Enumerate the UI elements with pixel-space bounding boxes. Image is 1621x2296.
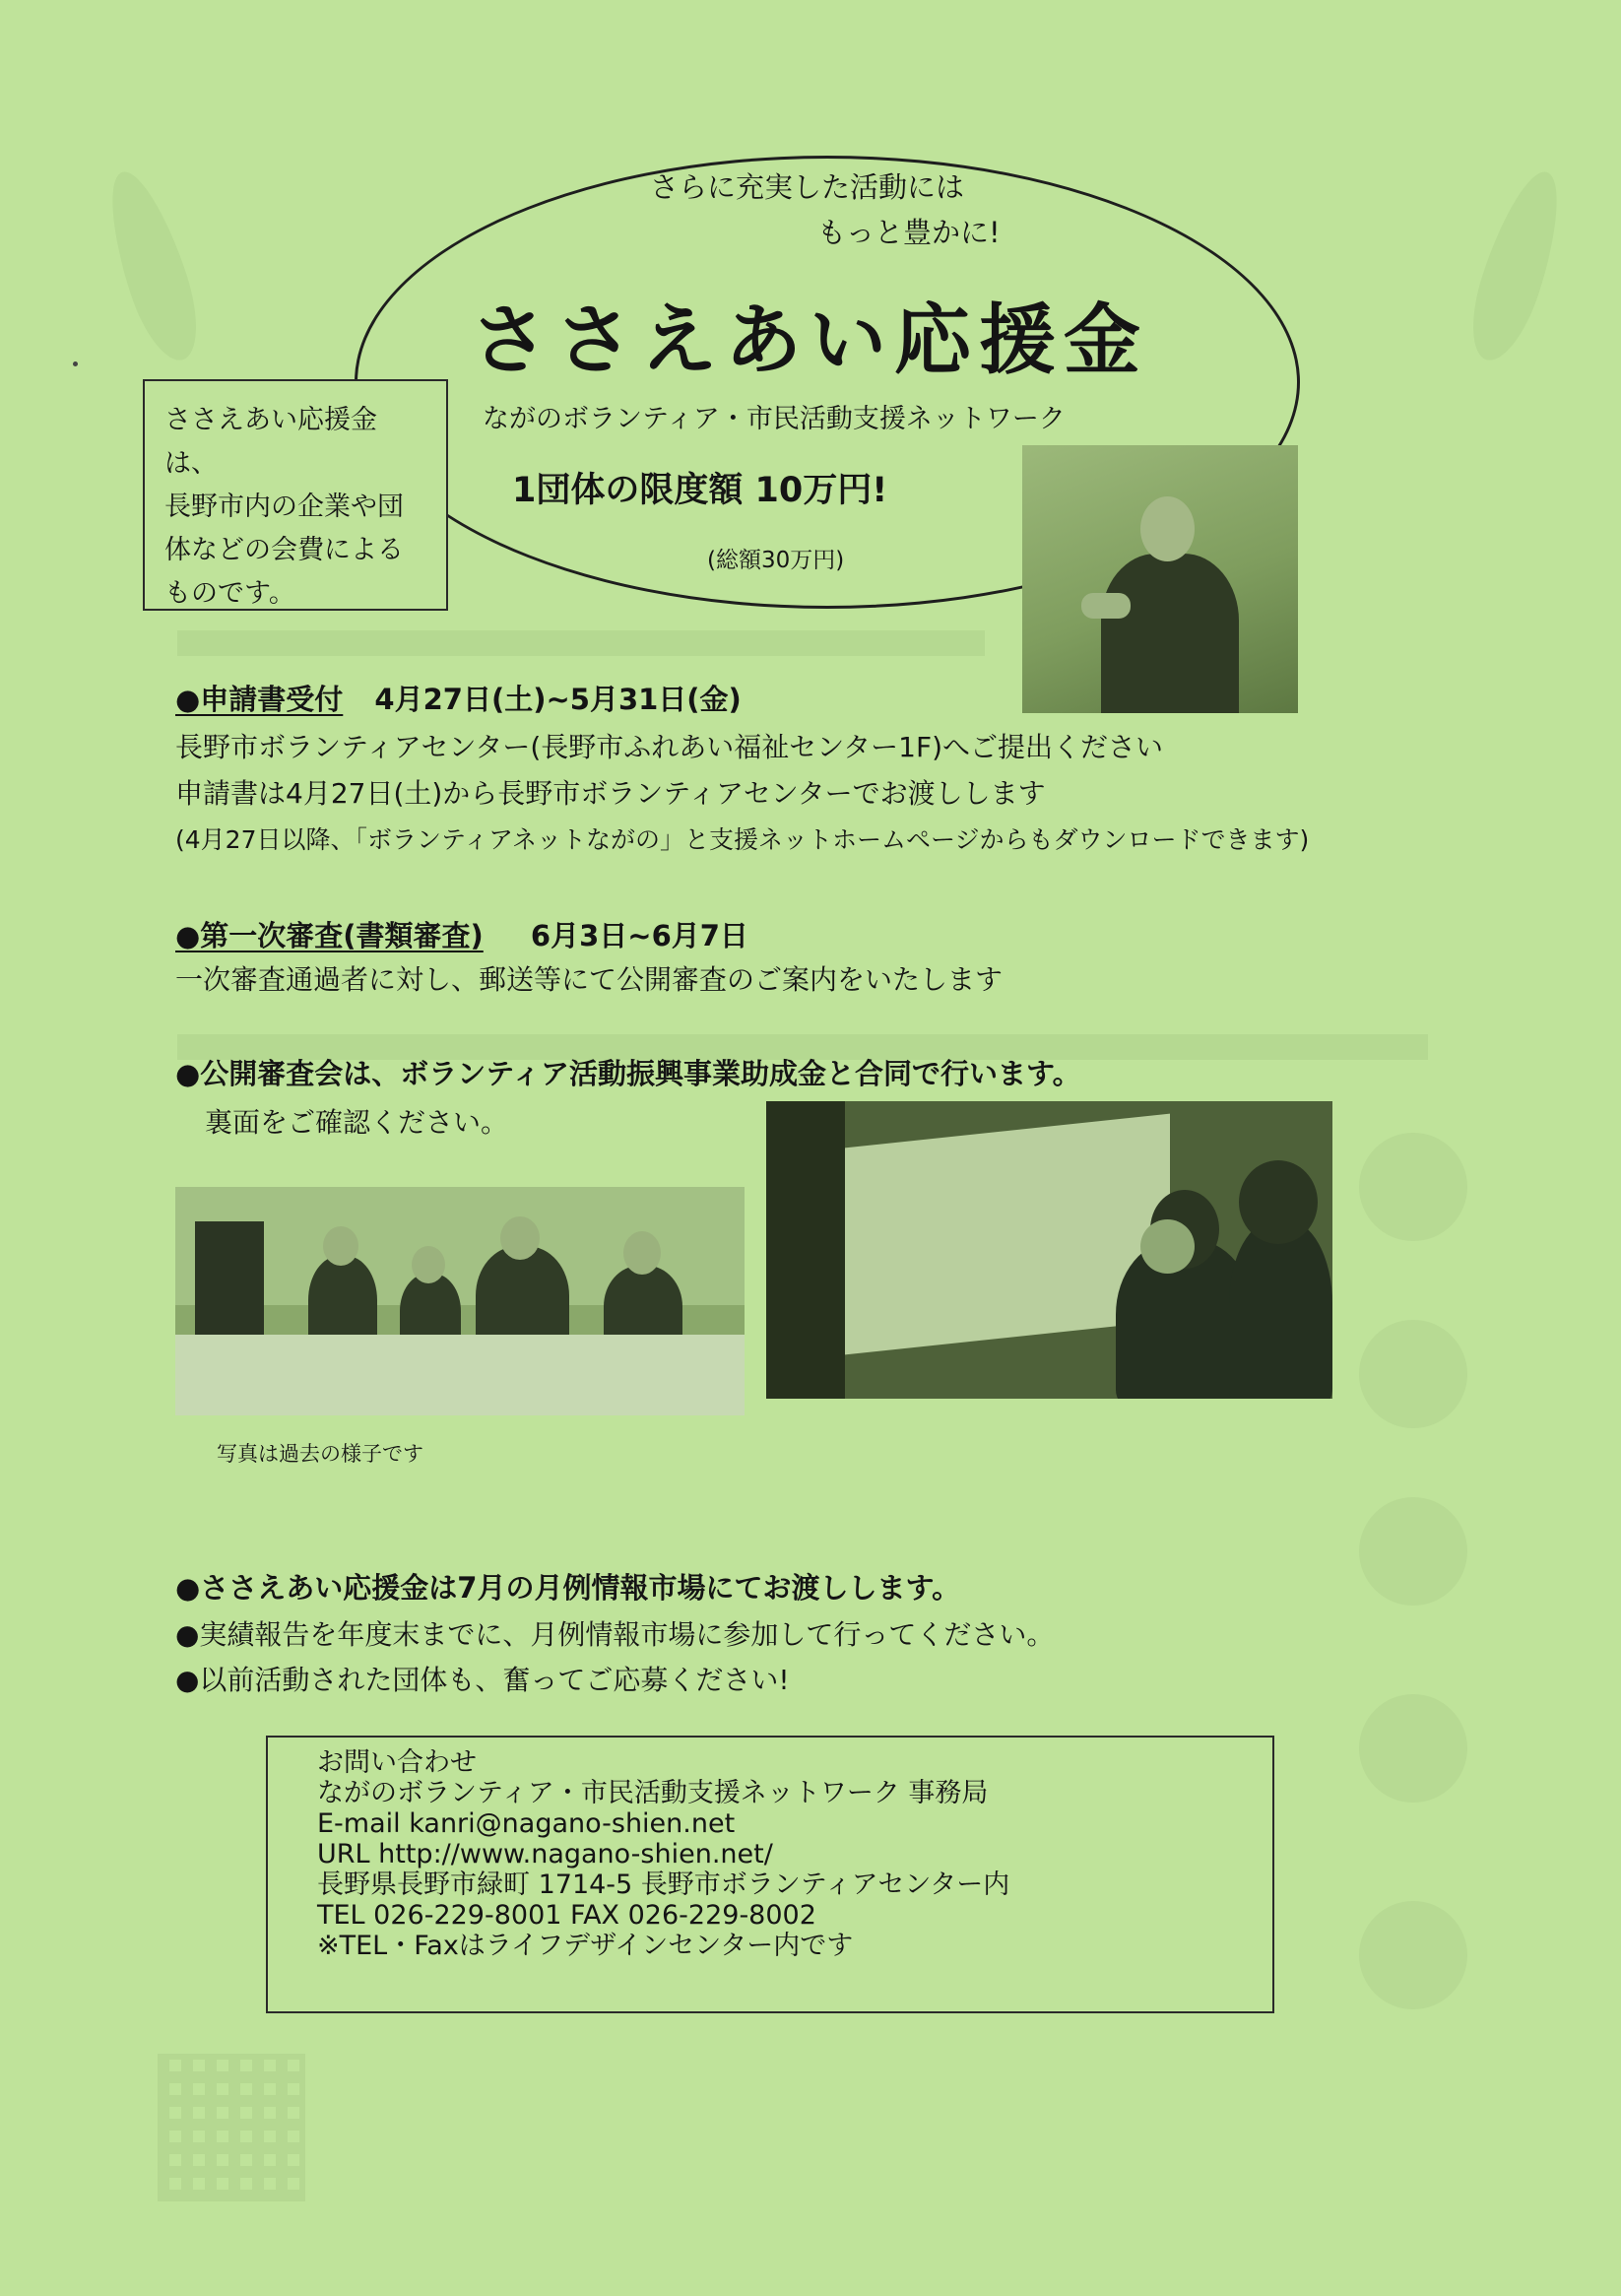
note-item: ●ささえあい応援金は7月の月例情報市場にてお渡しします。 [175, 1571, 961, 1605]
leaf-decoration [1459, 164, 1576, 369]
application-heading: ●申請書受付 [175, 683, 344, 716]
presentation-photo [766, 1101, 1332, 1399]
fund-source-line: 長野市内の企業や団 [164, 492, 404, 522]
leaf-decoration [95, 164, 212, 369]
application-text: 長野市ボランティアセンター(長野市ふれあい福祉センター1F)へご提出ください [175, 731, 1164, 763]
speaker-photo [1022, 445, 1298, 713]
contact-email: E-mail kanri@nagano-shien.net [317, 1808, 736, 1839]
application-note: (4月27日以降、「ボランティアネットながの」と支援ネットホームページからもダウンロードできます) [175, 825, 1310, 854]
screening-heading-row [175, 914, 748, 954]
ghost-circle [1359, 1497, 1467, 1606]
contact-url: URL http://www.nagano-shien.net/ [317, 1839, 773, 1870]
organizer-name: ながのボランティア・市民活動支援ネットワーク [483, 404, 1066, 434]
contact-note: ※TEL・Faxはライフデザインセンター内です [317, 1931, 854, 1961]
grant-total: (総額30万円) [707, 548, 845, 573]
grant-limit: 1団体の限度額 10万円! [512, 471, 888, 510]
contact-address: 長野県長野市緑町 1714-5 長野市ボランティアセンター内 [317, 1870, 1010, 1900]
application-text: 申請書は4月27日(土)から長野市ボランティアセンターでお渡しします [175, 777, 1046, 810]
ghost-circle [1359, 1133, 1467, 1241]
punch-dot [73, 361, 78, 366]
photo-caption: 写真は過去の様子です [217, 1442, 423, 1466]
ghost-circle [1359, 1694, 1467, 1803]
tagline-line1: さらに充実した活動には [650, 170, 965, 204]
fund-source-line: ものです。 [164, 578, 295, 609]
application-dates: 4月27日(土)~5月31日(金) [374, 683, 742, 716]
application-heading-row [175, 678, 742, 718]
public-review-text: 裏面をご確認ください。 [205, 1106, 509, 1139]
contact-organization: ながのボランティア・市民活動支援ネットワーク 事務局 [317, 1778, 989, 1808]
fund-source-line: ささえあい応援金は、 [164, 405, 377, 479]
contact-box [266, 1736, 1274, 2013]
screening-dates: 6月3日~6月7日 [530, 919, 748, 952]
public-review-heading: ●公開審査会は、ボランティア活動振興事業助成金と合同で行います。 [175, 1057, 1081, 1090]
page-title: ささえあい応援金 [471, 296, 1149, 385]
screening-text: 一次審査通過者に対し、郵送等にて公開審査のご案内をいたします [175, 963, 1004, 996]
ghost-circle [1359, 1320, 1467, 1428]
ghost-qr-code [158, 2054, 305, 2201]
contact-phone-fax: TEL 026-229-8001 FAX 026-229-8002 [317, 1900, 816, 1931]
ghost-circle [1359, 1901, 1467, 2009]
tagline-line2: もっと豊かに! [817, 216, 1001, 249]
screening-heading: ●第一次審査(書類審査) [175, 919, 484, 952]
note-item: ●実績報告を年度末までに、月例情報市場に参加して行ってください。 [175, 1618, 1055, 1651]
fund-source-line: 体などの会費による [164, 535, 404, 565]
fund-source-box [143, 379, 448, 611]
meeting-photo [175, 1187, 745, 1415]
note-item: ●以前活動された団体も、奮ってご応募ください! [175, 1664, 790, 1696]
contact-heading: お問い合わせ [317, 1747, 477, 1778]
ghost-band [177, 630, 985, 656]
